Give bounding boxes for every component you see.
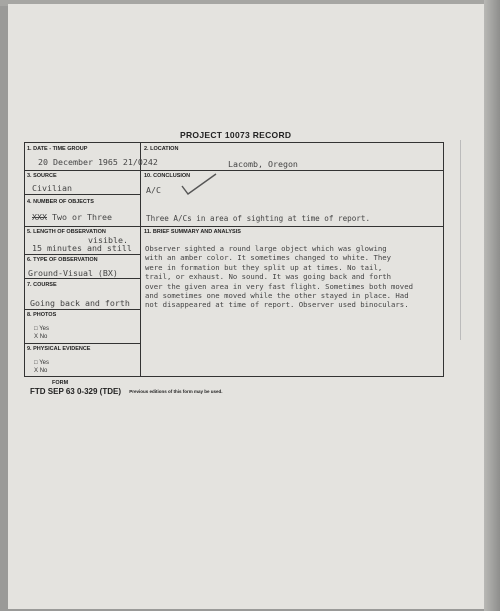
location-value: Lacomb, Oregon	[228, 159, 298, 169]
checked-box-icon: X	[34, 334, 39, 340]
evidence-no	[34, 368, 47, 374]
length-of-observation-label: 5. LENGTH OF OBSERVATION	[27, 229, 106, 235]
checkbox-icon: □	[34, 360, 38, 366]
brief-summary-text	[145, 244, 441, 310]
summary-line: Observer sighted a round large object which was glowing	[145, 244, 387, 253]
physical-evidence-label: 9. PHYSICAL EVIDENCE	[27, 346, 91, 352]
form-rule	[24, 343, 141, 344]
scan-edge-right	[484, 0, 500, 611]
photos-no	[34, 334, 47, 340]
conclusion-label: 10. CONCLUSION	[144, 173, 191, 179]
form-rule	[24, 194, 141, 195]
photos-yes-label: Yes	[39, 326, 49, 332]
course-value: Going back and forth	[30, 298, 130, 308]
conclusion-note: Three A/Cs in area of sighting at time of report.	[146, 214, 371, 223]
length-of-observation-line1: visible.	[88, 235, 128, 245]
form-rule	[24, 254, 141, 255]
summary-line: and sometimes one moved while the other stayed in place. Had	[145, 291, 409, 301]
conclusion-value: A/C	[146, 185, 161, 195]
number-of-objects-label: 4. NUMBER OF OBJECTS	[27, 199, 94, 205]
summary-label: 11. BRIEF SUMMARY AND ANALYSIS	[144, 229, 241, 235]
form-column-divider	[140, 142, 141, 377]
date-time-label: 1. DATE - TIME GROUP	[27, 146, 88, 152]
summary-line: with an amber color. It sometimes changed to white. They	[145, 253, 392, 263]
summary-line: not disappeared at time of report. Observer used binoculars.	[145, 300, 409, 310]
source-label: 3. SOURCE	[27, 173, 57, 179]
location-label: 2. LOCATION	[144, 146, 179, 152]
length-of-observation-line2: 15 minutes and still	[32, 243, 132, 253]
type-of-observation-label: 6. TYPE OF OBSERVATION	[27, 257, 98, 263]
summary-line: trail, or exhaust. No sound. It was going back and forth	[145, 272, 392, 282]
form-rule	[24, 278, 141, 279]
summary-line: were in formation but they split up at times. No tail,	[145, 262, 383, 272]
photos-no-label: No	[39, 334, 48, 340]
objects-count: Two or Three	[52, 212, 112, 222]
checkmark-icon	[180, 172, 220, 196]
form-note: Previous editions of this form may be used.	[129, 389, 223, 395]
evidence-yes-label: Yes	[39, 360, 49, 366]
form-rule	[24, 226, 444, 227]
photos-yes	[34, 326, 49, 332]
checkbox-icon: □	[34, 326, 38, 332]
source-value: Civilian	[32, 183, 72, 193]
number-of-objects-value	[32, 212, 112, 222]
form-footer	[30, 387, 223, 396]
form-rule	[24, 170, 444, 171]
summary-line: over the given area in very fast flight. Sometimes both moved	[145, 281, 413, 291]
struck-text: XXX	[32, 212, 47, 222]
date-time-value: 20 December 1965 21/0242	[38, 157, 158, 167]
record-title: PROJECT 10073 RECORD	[180, 130, 292, 140]
photos-label: 8. PHOTOS	[27, 312, 57, 318]
form-id: FTD SEP 63 0-329 (TDE)	[30, 387, 121, 396]
scan-artifact-line	[460, 140, 461, 340]
evidence-yes	[34, 360, 49, 366]
course-label: 7. COURSE	[27, 282, 57, 288]
form-rule	[24, 309, 141, 310]
checked-box-icon: X	[34, 368, 39, 374]
evidence-no-label: No	[39, 368, 48, 374]
type-of-observation-value: Ground-Visual (BX)	[28, 268, 118, 278]
form-word: FORM	[52, 380, 69, 386]
